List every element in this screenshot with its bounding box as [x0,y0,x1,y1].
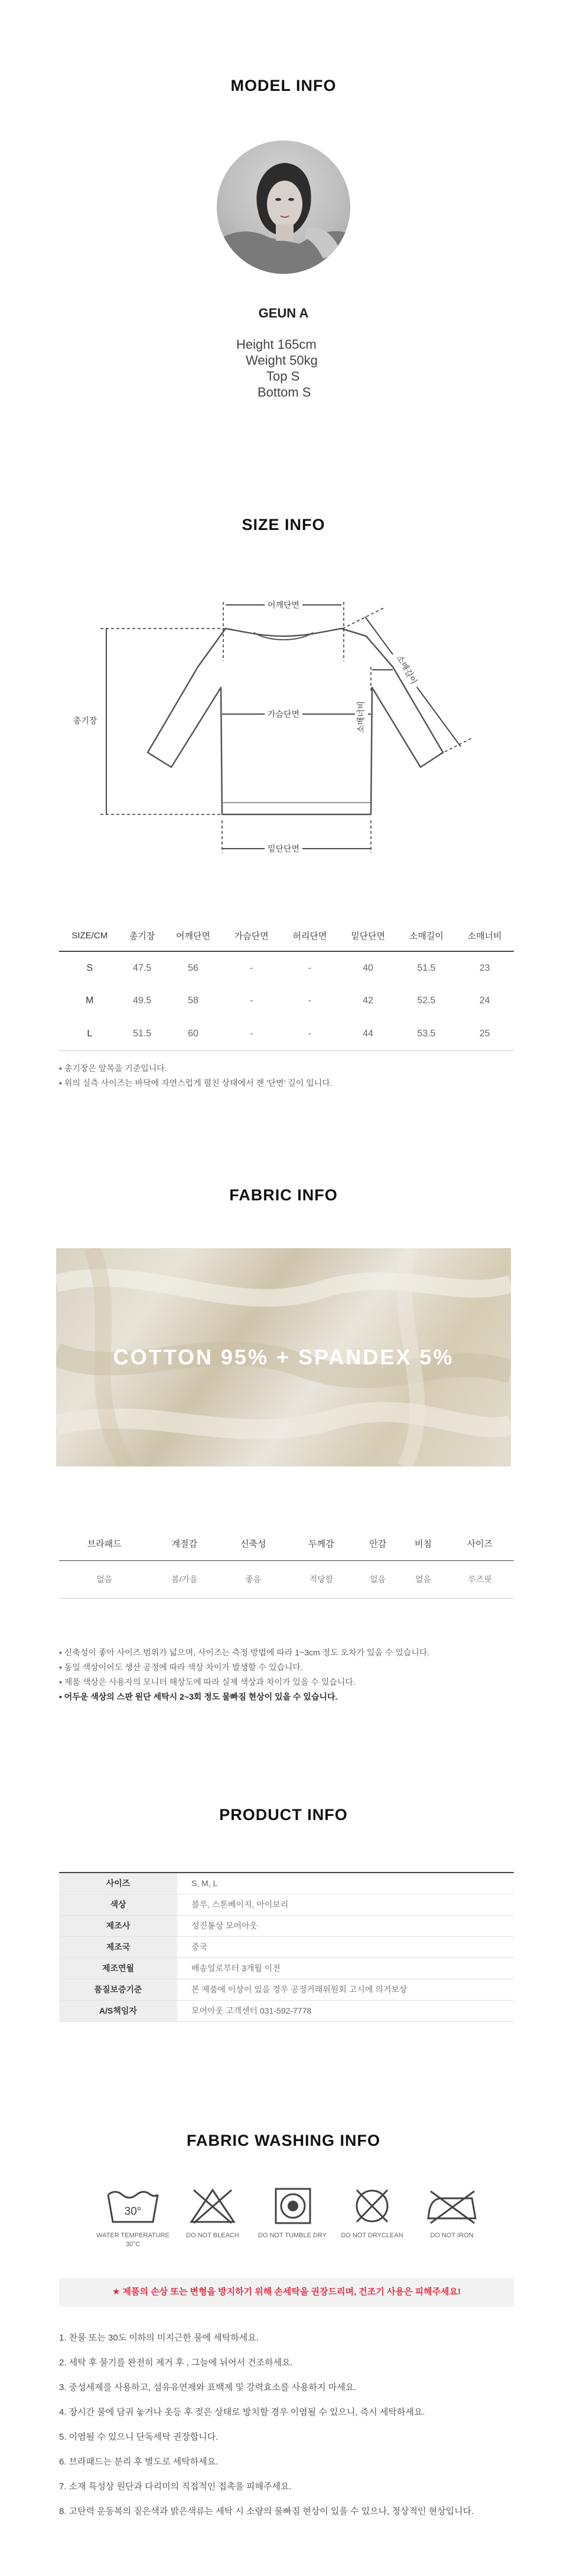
table-cell: 56 [188,963,198,973]
washing-note: 3. 중성세제를 사용하고, 섬유유연제와 표백제 및 강력효소를 사용하지 마세요. [59,2382,357,2392]
garment-size-diagram [0,567,567,873]
product-info-heading: PRODUCT INFO [219,1806,348,1824]
no-iron-label: DO NOT IRON [430,2232,474,2239]
size-header-chest: 가슴단면 [222,921,281,951]
washing-note: 4. 장시간 물에 담궈 놓거나 옷등 후 젖은 상태로 방치할 경우 이염될 수 있으니, 즉시 세탁하세요. [59,2407,425,2417]
model-photo-image [217,140,350,274]
washing-notes [59,2331,514,2529]
washing-note: 2. 세탁 후 물기를 완전히 제거 후 , 그늘에 뉘어서 건조하세요. [59,2358,293,2368]
product-key: A/S책임자 [59,2000,177,2021]
fabric-header-fit: 사이즈 [446,1527,514,1560]
washing-note: 5. 이염될 수 있으니 단독세탁 권장합니다. [59,2432,219,2442]
table-cell: 51.5 [120,1017,164,1050]
no-bleach-icon [183,2187,242,2225]
table-cell: 적당함 [287,1560,355,1598]
washing-note: 6. 브라패드는 분리 후 별도로 세탁하세요. [59,2457,219,2467]
fabric-header-season: 계절감 [149,1527,219,1560]
table-cell: 25 [455,1017,514,1050]
no-tumble-dry-item [251,2187,334,2240]
table-row [59,1915,514,1936]
table-cell: - [281,1017,339,1050]
sleeve-width-label: 소매너비 [356,701,366,734]
table-cell: 53.5 [397,1017,456,1050]
table-row [59,1958,514,1979]
no-bleach-label: DO NOT BLEACH [186,2232,239,2239]
product-value: 성진통상 모어아웃 [177,1915,514,1936]
washing-info-heading: FABRIC WASHING INFO [187,2132,380,2149]
no-tumble-dry-icon [263,2187,322,2225]
no-dryclean-icon [343,2187,402,2225]
table-row [59,1936,514,1958]
product-key: 제조사 [59,1915,177,1936]
table-row [59,1560,514,1598]
fabric-note: • 동일 색상이어도 생산 공정에 따라 색상 차이가 발생할 수 있습니다. [59,1662,303,1672]
size-info-heading: SIZE INFO [242,516,325,533]
fabric-texture-image [56,1248,511,1467]
table-cell: 없음 [59,1560,149,1598]
product-value: 모어아웃 고객센터 031-592-7778 [177,2000,514,2021]
table-cell: 42 [363,996,374,1006]
fabric-header-bra-pad: 브라패드 [59,1527,149,1560]
model-info-heading: MODEL INFO [230,77,337,94]
product-value: 배송일로부터 3개월 이전 [177,1958,514,1979]
table-row [59,1894,514,1915]
model-height: Height 165cm [236,337,317,352]
model-weight: Weight 50kg [246,353,318,368]
table-cell: - [308,963,312,973]
table-cell: 52.5 [417,996,436,1006]
table-cell: 루즈핏 [446,1560,514,1598]
no-iron-item [410,2187,493,2240]
no-tumble-dry-label: DO NOT TUMBLE DRY [258,2232,327,2239]
table-cell: 좋음 [219,1560,287,1598]
model-name: GEUN A [258,306,309,320]
fabric-note: • 제품 색상은 사용자의 모니터 해상도에 따라 실제 색상과 차이가 있을 수 있습니다. [59,1677,356,1687]
fabric-header-sheerness: 비침 [400,1527,446,1560]
fabric-note: • 어두운 색상의 스판 원단 세탁시 2~3회 정도 물빠짐 현상이 있을 수 있습니다. [59,1692,338,1701]
size-header-length: 총기장 [120,921,164,951]
table-cell: S [86,963,93,973]
product-key: 제조연월 [59,1958,177,1979]
product-value: 블루, 스톤베이지, 아이보리 [177,1894,514,1915]
model-photo [217,140,350,274]
fabric-table [59,1527,514,1599]
washing-note: 1. 찬물 또는 30도 이하의 미지근한 물에 세탁하세요. [59,2333,259,2343]
no-bleach-item [171,2187,254,2240]
fabric-note: • 신축성이 좋아 사이즈 범위가 넓으며, 사이즈는 측정 방법에 따라 1~3cm 정도 오차가 있을 수 있습니다. [59,1648,430,1657]
product-key: 품질보증기준 [59,1979,177,2000]
table-cell: 없음 [400,1560,446,1598]
table-row [59,951,514,984]
fabric-header-thickness: 두께감 [287,1527,355,1560]
table-cell: 23 [479,963,490,973]
table-cell: 44 [339,1017,397,1050]
table-cell: 51.5 [417,963,436,973]
table-cell: M [86,996,94,1006]
size-header-sleeve-width: 소매너비 [455,921,514,951]
model-bottom-size: Bottom S [258,385,311,400]
wash-temperature: 30° [124,2205,142,2218]
wash-30-label: WATER TEMPERATURE 30°C [96,2232,170,2248]
no-iron-icon [422,2187,481,2225]
table-cell: 40 [363,963,374,973]
fabric-header-lining: 안감 [355,1527,400,1560]
product-value: S, M, L [177,1873,514,1894]
table-cell: 49.5 [133,996,152,1006]
table-cell: 봄/가을 [149,1560,219,1598]
washing-warning-banner: ★ 제품의 손상 또는 변형을 방지하기 위해 손세탁을 권장드리며, 건조기 사용은 피해주세요! [59,2278,514,2306]
product-key: 색상 [59,1894,177,1915]
size-note: • 총기장은 앞목을 기준입니다. [59,1063,167,1073]
table-cell: 47.5 [133,963,152,973]
hem-label: 밑단단면 [267,844,300,853]
size-header-shoulder: 어깨단면 [164,921,223,951]
size-notes [59,1061,333,1091]
size-table-header [59,921,514,951]
product-key: 사이즈 [59,1873,177,1894]
table-cell: 58 [188,996,198,1006]
table-cell: 24 [479,996,490,1006]
wash-30-icon [103,2187,162,2225]
shoulder-label: 어깨단면 [267,600,300,610]
table-row [59,1979,514,2000]
table-row [59,1873,514,1894]
wash-30-item [92,2187,174,2249]
no-dryclean-label: DO NOT DRYCLEAN [341,2232,403,2239]
product-value: 중국 [177,1936,514,1958]
table-cell: - [250,996,253,1006]
size-header-waist: 허리단면 [281,921,339,951]
chest-label: 가슴단면 [267,709,300,719]
product-value: 본 제품에 이상이 있을 경우 공정거래위원회 고시에 의거보상 [177,1979,514,2000]
size-table [59,921,514,1051]
product-key: 제조국 [59,1936,177,1958]
model-top-size: Top S [266,369,300,384]
washing-note: 8. 고탄력 운동복의 짙은색과 밝은색류는 세탁 시 소량의 물빠짐 현상이 있을 수 있으나, 정상적인 현상입니다. [59,2506,474,2516]
sleeve-length-label: 소매길이 [395,653,419,686]
size-header-size: SIZE/CM [59,921,120,951]
no-dryclean-item [331,2187,413,2240]
length-label: 총기장 [73,716,97,725]
size-header-sleeve-length: 소매길이 [397,921,456,951]
table-row [59,1017,514,1050]
fabric-composition: COTTON 95% + SPANDEX 5% [113,1345,454,1369]
fabric-table-header [59,1527,514,1560]
table-cell: 없음 [355,1560,400,1598]
table-cell: - [250,963,253,973]
table-cell: 60 [164,1017,223,1050]
table-cell: - [308,996,312,1006]
table-cell: - [222,1017,281,1050]
table-cell: L [59,1017,120,1050]
size-note: • 위의 실측 사이즈는 바닥에 자연스럽게 펼친 상태에서 잰 '단면' 길이 입니다. [59,1078,333,1088]
product-table [59,1872,514,2022]
fabric-notes [59,1645,429,1704]
fabric-header-stretch: 신축성 [219,1527,287,1560]
washing-note: 7. 소재 특성상 원단과 다리미의 직접적인 접촉을 피해주세요. [59,2482,292,2492]
table-row [59,984,514,1017]
size-header-hem: 밑단단면 [339,921,397,951]
fabric-info-heading: FABRIC INFO [229,1186,338,1204]
table-row [59,2000,514,2021]
